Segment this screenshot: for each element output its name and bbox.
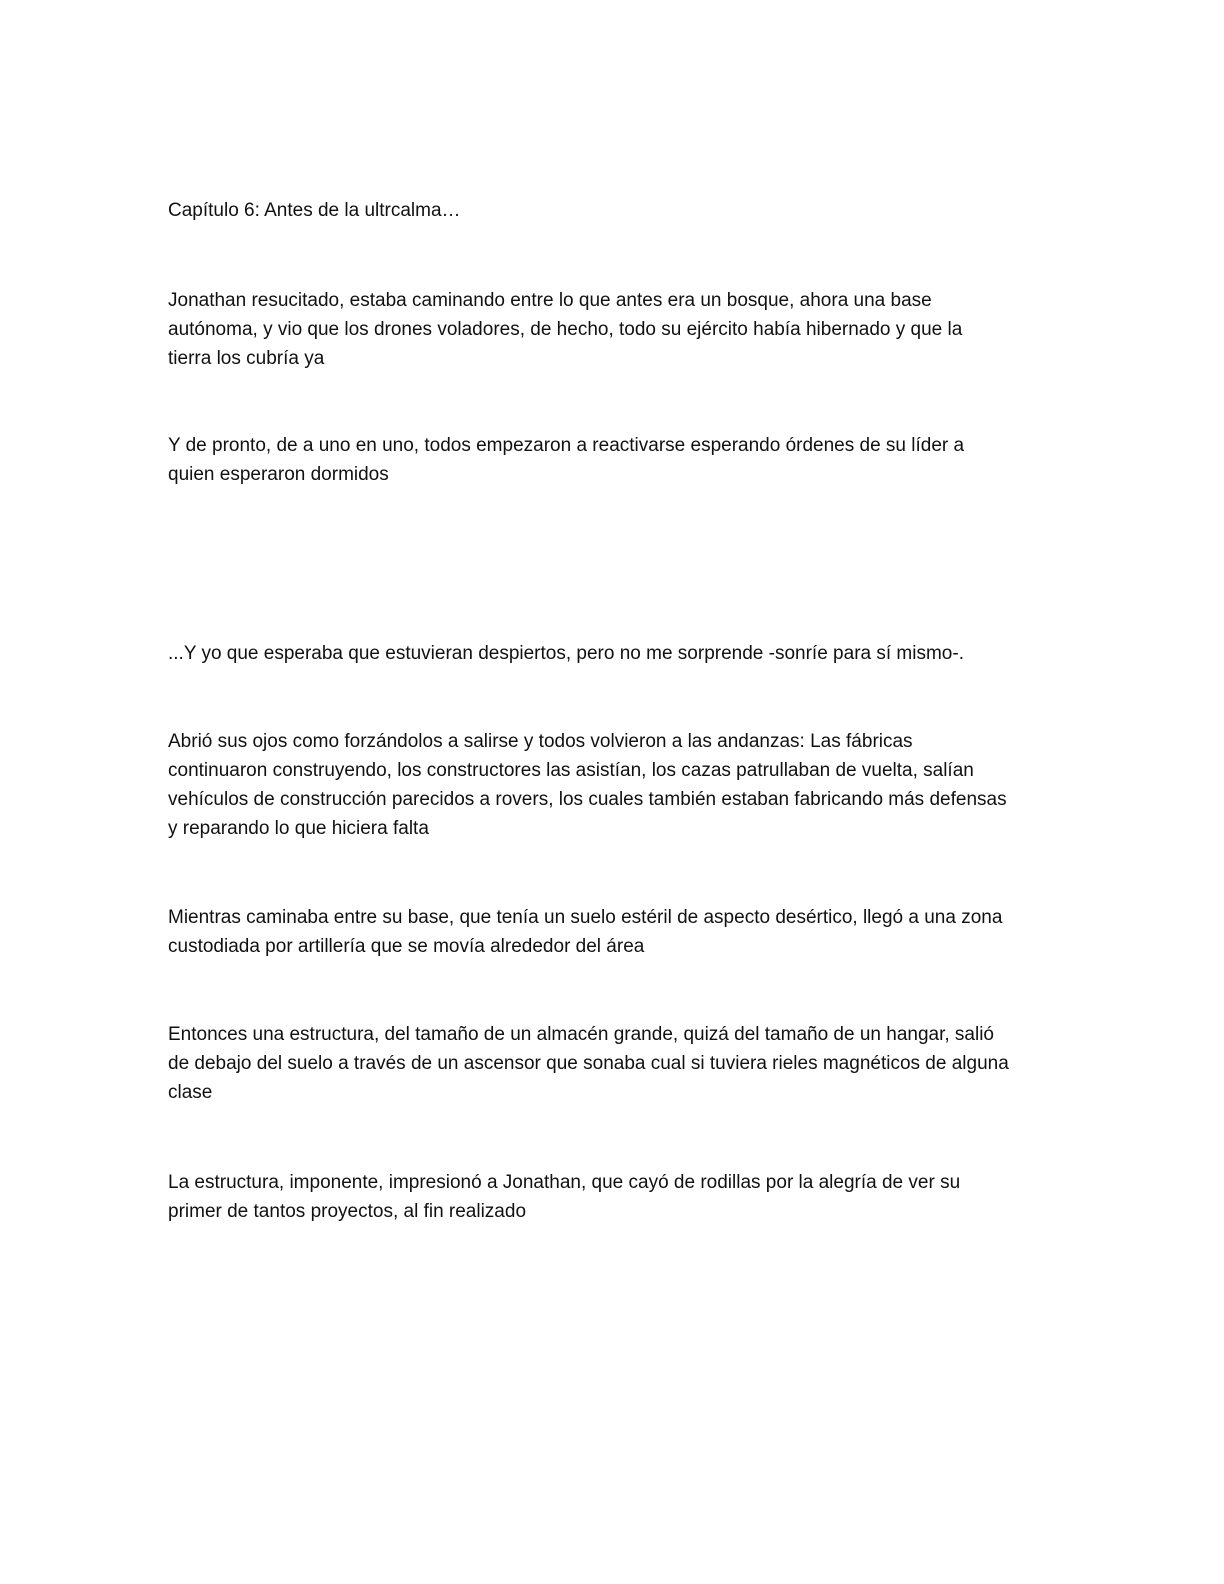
paragraph-6-line-1: Entonces una estructura, del tamaño de un almacén grande, quizá del tamaño de un hangar, salió bbox=[168, 1024, 994, 1045]
paragraph-4-line-2: continuaron construyendo, los constructores las asistían, los cazas patrullaban de vuelta, salían bbox=[168, 760, 974, 781]
paragraph-7-line-2: primer de tantos proyectos, al fin realizado bbox=[168, 1201, 527, 1222]
paragraph-6-line-2: de debajo del suelo a través de un ascensor que sonaba cual si tuviera rieles magnéticos de alguna bbox=[168, 1053, 1009, 1074]
paragraph-1-line-3: tierra los cubría ya bbox=[168, 348, 325, 369]
paragraph-6 bbox=[168, 1020, 1048, 1107]
paragraph-7 bbox=[168, 1168, 1048, 1226]
paragraph-5 bbox=[168, 903, 1048, 961]
paragraph-3-line-1: ...Y yo que esperaba que estuvieran despiertos, pero no me sorprende -sonríe para sí mismo-. bbox=[168, 643, 964, 664]
paragraph-4-line-4: y reparando lo que hiciera falta bbox=[168, 818, 429, 839]
paragraph-1-line-1: Jonathan resucitado, estaba caminando entre lo que antes era un bosque, ahora una base bbox=[168, 290, 932, 311]
paragraph-2 bbox=[168, 431, 1048, 489]
paragraph-5-line-2: custodiada por artillería que se movía alrededor del área bbox=[168, 936, 645, 957]
paragraph-6-line-3: clase bbox=[168, 1082, 213, 1103]
paragraph-7-line-1: La estructura, imponente, impresionó a Jonathan, que cayó de rodillas por la alegría de ver su bbox=[168, 1172, 961, 1193]
chapter-title: Capítulo 6: Antes de la ultrcalma… bbox=[168, 200, 461, 221]
paragraph-4 bbox=[168, 727, 1048, 843]
paragraph-1 bbox=[168, 286, 1048, 373]
paragraph-2-line-2: quien esperaron dormidos bbox=[168, 464, 389, 485]
paragraph-4-line-3: vehículos de construcción parecidos a rovers, los cuales también estaban fabricando más defensas bbox=[168, 789, 1007, 810]
paragraph-4-line-1: Abrió sus ojos como forzándolos a salirse y todos volvieron a las andanzas: Las fábricas bbox=[168, 731, 913, 752]
paragraph-1-line-2: autónoma, y vio que los drones voladores, de hecho, todo su ejército había hibernado y que la bbox=[168, 319, 963, 340]
paragraph-2-line-1: Y de pronto, de a uno en uno, todos empezaron a reactivarse esperando órdenes de su líder a bbox=[168, 435, 965, 456]
paragraph-5-line-1: Mientras caminaba entre su base, que tenía un suelo estéril de aspecto desértico, llegó a una zona bbox=[168, 907, 1003, 928]
paragraph-3 bbox=[168, 639, 1048, 668]
